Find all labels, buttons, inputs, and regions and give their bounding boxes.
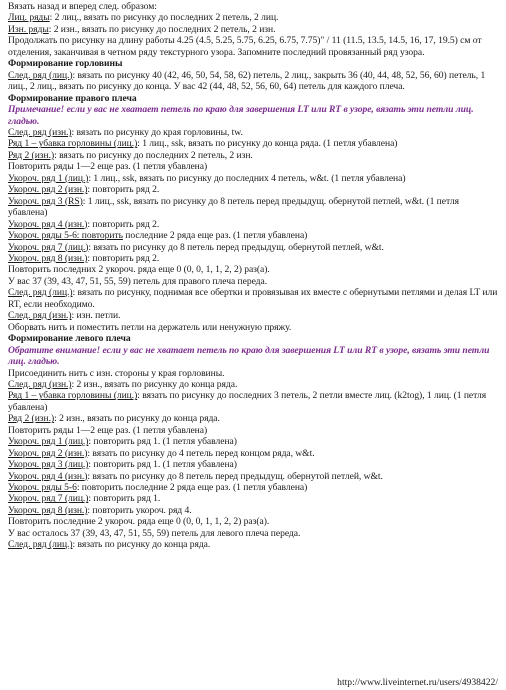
instruction-text: : повторить ряд 2. [87, 184, 160, 196]
row-label: След. ряд (лиц.) [8, 539, 73, 551]
instruction-line [8, 230, 498, 241]
instruction-text: Повторить ряды 1—2 еще раз. (1 петля убавлена) [8, 161, 208, 173]
instruction-line [8, 127, 498, 138]
instruction-line [8, 413, 498, 424]
instruction-line [8, 390, 498, 413]
instruction-text: : вязать по рисунку до конца ряда. [72, 539, 211, 551]
instruction-line [8, 322, 498, 333]
instruction-line [8, 219, 498, 230]
instruction-line [8, 184, 498, 195]
row-label: След. ряд (лиц.) [8, 69, 73, 81]
instruction-line [8, 528, 498, 539]
instruction-line [8, 173, 498, 184]
instruction-text: Присоединить нить с изн. стороны у края горловины. [8, 367, 225, 379]
instruction-line [8, 242, 498, 253]
instruction-text: : вязать по рисунку до последних 2 петель, 2 изн. [54, 149, 253, 161]
row-label: Ряд 1 – убавка горловины (лиц.) [8, 390, 138, 402]
row-label: Укороч. ряд 3 (лиц.) [8, 459, 89, 471]
instruction-text: : повторить укороч. ряд 4. [87, 504, 192, 516]
instruction-text: : вязать по рисунку до 8 петель перед предыдущ. обернутой петлей, w&t. [88, 241, 384, 253]
instruction-line [8, 471, 498, 482]
row-label: Укороч. ряды 5-6: повторить [8, 230, 123, 242]
instruction-text: : 2 изн., вязать по рисунку до последних 2 петель, 2 изн. [48, 23, 276, 35]
row-label: Укороч. ряд 1 (лиц.) [8, 436, 89, 448]
row-label: Укороч. ряд 4 (изн.) [8, 218, 88, 230]
row-label: Лиц. ряды [8, 12, 50, 24]
instruction-text: : вязать по рисунку до последних 3 петель, 2 петли вместе лиц. (k2tog), 1 лиц. (1 петля убавлена) [8, 390, 487, 413]
instruction-line [8, 35, 498, 58]
instruction-text: : изн. петли. [71, 310, 121, 322]
instruction-line [8, 310, 498, 321]
instruction-line [8, 1, 498, 12]
instruction-line [8, 516, 498, 527]
row-label: След. ряд (изн.) [8, 378, 72, 390]
section-heading: Формирование горловины [8, 58, 123, 70]
instruction-text: У вас 37 (39, 43, 47, 51, 55, 59) петель для правого плеча переда. [8, 275, 268, 287]
row-label: Ряд 2 (изн.) [8, 413, 55, 425]
instruction-text: : вязать по рисунку 40 (42, 46, 50, 54, 58, 62) петель, 2 лиц., закрыть 36 (40, 44, 48, 52, 56, 60) петель, 1 лиц., 2 лиц., вязать по рисунку до конца. У вас 42 (44, 48, 52, 56, 60, 64) петель для каждого плеча. [8, 69, 486, 93]
row-label: Укороч. ряд 8 (изн.) [8, 504, 88, 516]
instruction-text: Повторить последние 2 укороч. ряда еще 0 (0, 0, 1, 1, 2, 2) раз(а). [8, 516, 270, 528]
instruction-line [8, 448, 498, 459]
instruction-text: Вязать назад и вперед след. образом: [8, 1, 157, 12]
section-heading: Формирование правого плеча [8, 92, 137, 104]
instruction-text: : повторить последние 2 ряда еще раз. (1 петля убавлена) [76, 482, 308, 494]
source-watermark: http://www.liveinternet.ru/users/4938422/ [337, 677, 498, 688]
instruction-text: : повторить ряд 2. [87, 218, 160, 230]
row-label: Укороч. ряд 1 (лиц.) [8, 172, 89, 184]
row-label: След. ряд (изн.) [8, 310, 72, 322]
instruction-line [8, 436, 498, 447]
instruction-line [8, 493, 498, 504]
instruction-text: : повторить ряд 1. (1 петля убавлена) [88, 459, 237, 471]
instruction-text: : 1 лиц., ssk, вязать по рисунку до конца ряда. (1 петля убавлена) [137, 138, 398, 150]
instruction-line [8, 12, 498, 23]
instruction-text: последние 2 ряда еще раз. (1 петля убавлена) [122, 230, 308, 242]
row-label: Укороч. ряды 5-6 [8, 482, 77, 494]
instruction-text: Повторить последних 2 укороч. ряда еще 0 (0, 0, 1, 1, 2, 2) раз(а). [8, 264, 270, 276]
row-label: Ряд 1 – убавка горловины (лиц.) [8, 138, 138, 150]
instruction-text: : повторить ряд 1. (1 петля убавлена) [88, 436, 237, 448]
instruction-line [8, 196, 498, 219]
instruction-text: : повторить ряд 1. [88, 493, 161, 505]
instruction-text: : вязать по рисунку до 4 петель перед концом ряда, w&t. [87, 447, 315, 459]
instruction-line [8, 276, 498, 287]
row-label: Укороч. ряд 2 (изн.) [8, 447, 88, 459]
instruction-text: : вязать по рисунку, поднимая все обертки и провязывая их вместе с обернутыми петлями и делая LT или RT, если необходимо. [8, 287, 498, 310]
row-label: Изн. ряды [8, 23, 49, 35]
row-label: Укороч. ряд 2 (изн.) [8, 184, 88, 196]
instruction-text: Повторить ряды 1—2 еще раз. (1 петля убавлена) [8, 424, 208, 436]
row-label: Укороч. ряд 7 (лиц.) [8, 241, 89, 253]
instruction-line [8, 425, 498, 436]
instruction-line [8, 379, 498, 390]
instruction-text: : 1 лиц., ssk, вязать по рисунку до 8 петель перед предыдущ. обернутой петлей, w&t. (1 петля убавлена) [8, 195, 459, 219]
note-text: Обратите внимание! если у вас не хватает петель по краю для завершения LT или RT в узоре, вязать эти петли лиц. гладью. [8, 344, 490, 368]
row-label: След. ряд (изн.) [8, 126, 72, 138]
instruction-text: : 1 лиц., ssk, вязать по рисунку до последних 4 петель, w&t. (1 петля убавлена) [88, 172, 406, 184]
instruction-text: : 2 изн., вязать по рисунку до конца ряда. [54, 413, 220, 425]
row-label: Укороч. ряд 7 (лиц.) [8, 493, 89, 505]
instruction-text: : повторить ряд 2. [87, 252, 160, 264]
instruction-line [8, 70, 498, 93]
section-heading: Формирование левого плеча [8, 333, 131, 345]
row-label: След. ряд (лиц.) [8, 287, 73, 299]
instruction-text: : 2 изн., вязать по рисунку до конца ряда. [71, 378, 238, 390]
instruction-text: У вас осталось 37 (39, 43, 47, 51, 55, 59) петель для левого плеча переда. [8, 527, 301, 539]
row-label: Ряд 2 (изн.) [8, 149, 55, 161]
instruction-text: Оборвать нить и поместить петли на держатель или ненужную пряжу. [8, 321, 292, 333]
instruction-text: Продолжать по рисунку на длину работы 4.25 (4.5, 5.25, 5.75, 6.25, 6.75, 7.75)" / 11 (11.5, 13.5, 14.5, 16, 17, 19.5) см от отделения, заканчивая в четном ряду текстурного узора. Запомните последний провязанный ряд узора. [8, 35, 482, 58]
note-text: Примечание! если у вас не хватает петель по краю для завершения LT или RT в узоре, вязать эти петли лиц. гладью. [8, 104, 474, 127]
instruction-line [8, 459, 498, 470]
instruction-text: : 2 лиц., вязать по рисунку до последних 2 петель, 2 лиц. [49, 12, 279, 24]
instruction-line [8, 539, 498, 550]
instruction-line [8, 482, 498, 493]
instruction-line [8, 138, 498, 149]
instruction-text: : вязать по рисунку до 8 петель перед предыдущ. обернутой петлей, w&t. [87, 470, 383, 482]
instruction-line [8, 264, 498, 275]
instruction-line [8, 24, 498, 35]
instruction-line [8, 150, 498, 161]
row-label: Укороч. ряд 4 (изн.) [8, 470, 88, 482]
instruction-text: : вязать по рисунку до края горловины, tw. [71, 126, 243, 138]
row-label: Укороч. ряд 3 (RS) [8, 195, 83, 207]
instruction-line [8, 505, 498, 516]
instruction-line [8, 287, 498, 310]
instruction-line [8, 161, 498, 172]
instruction-line [8, 368, 498, 379]
row-label: Укороч. ряд 8 (изн.) [8, 252, 88, 264]
instruction-line [8, 253, 498, 264]
